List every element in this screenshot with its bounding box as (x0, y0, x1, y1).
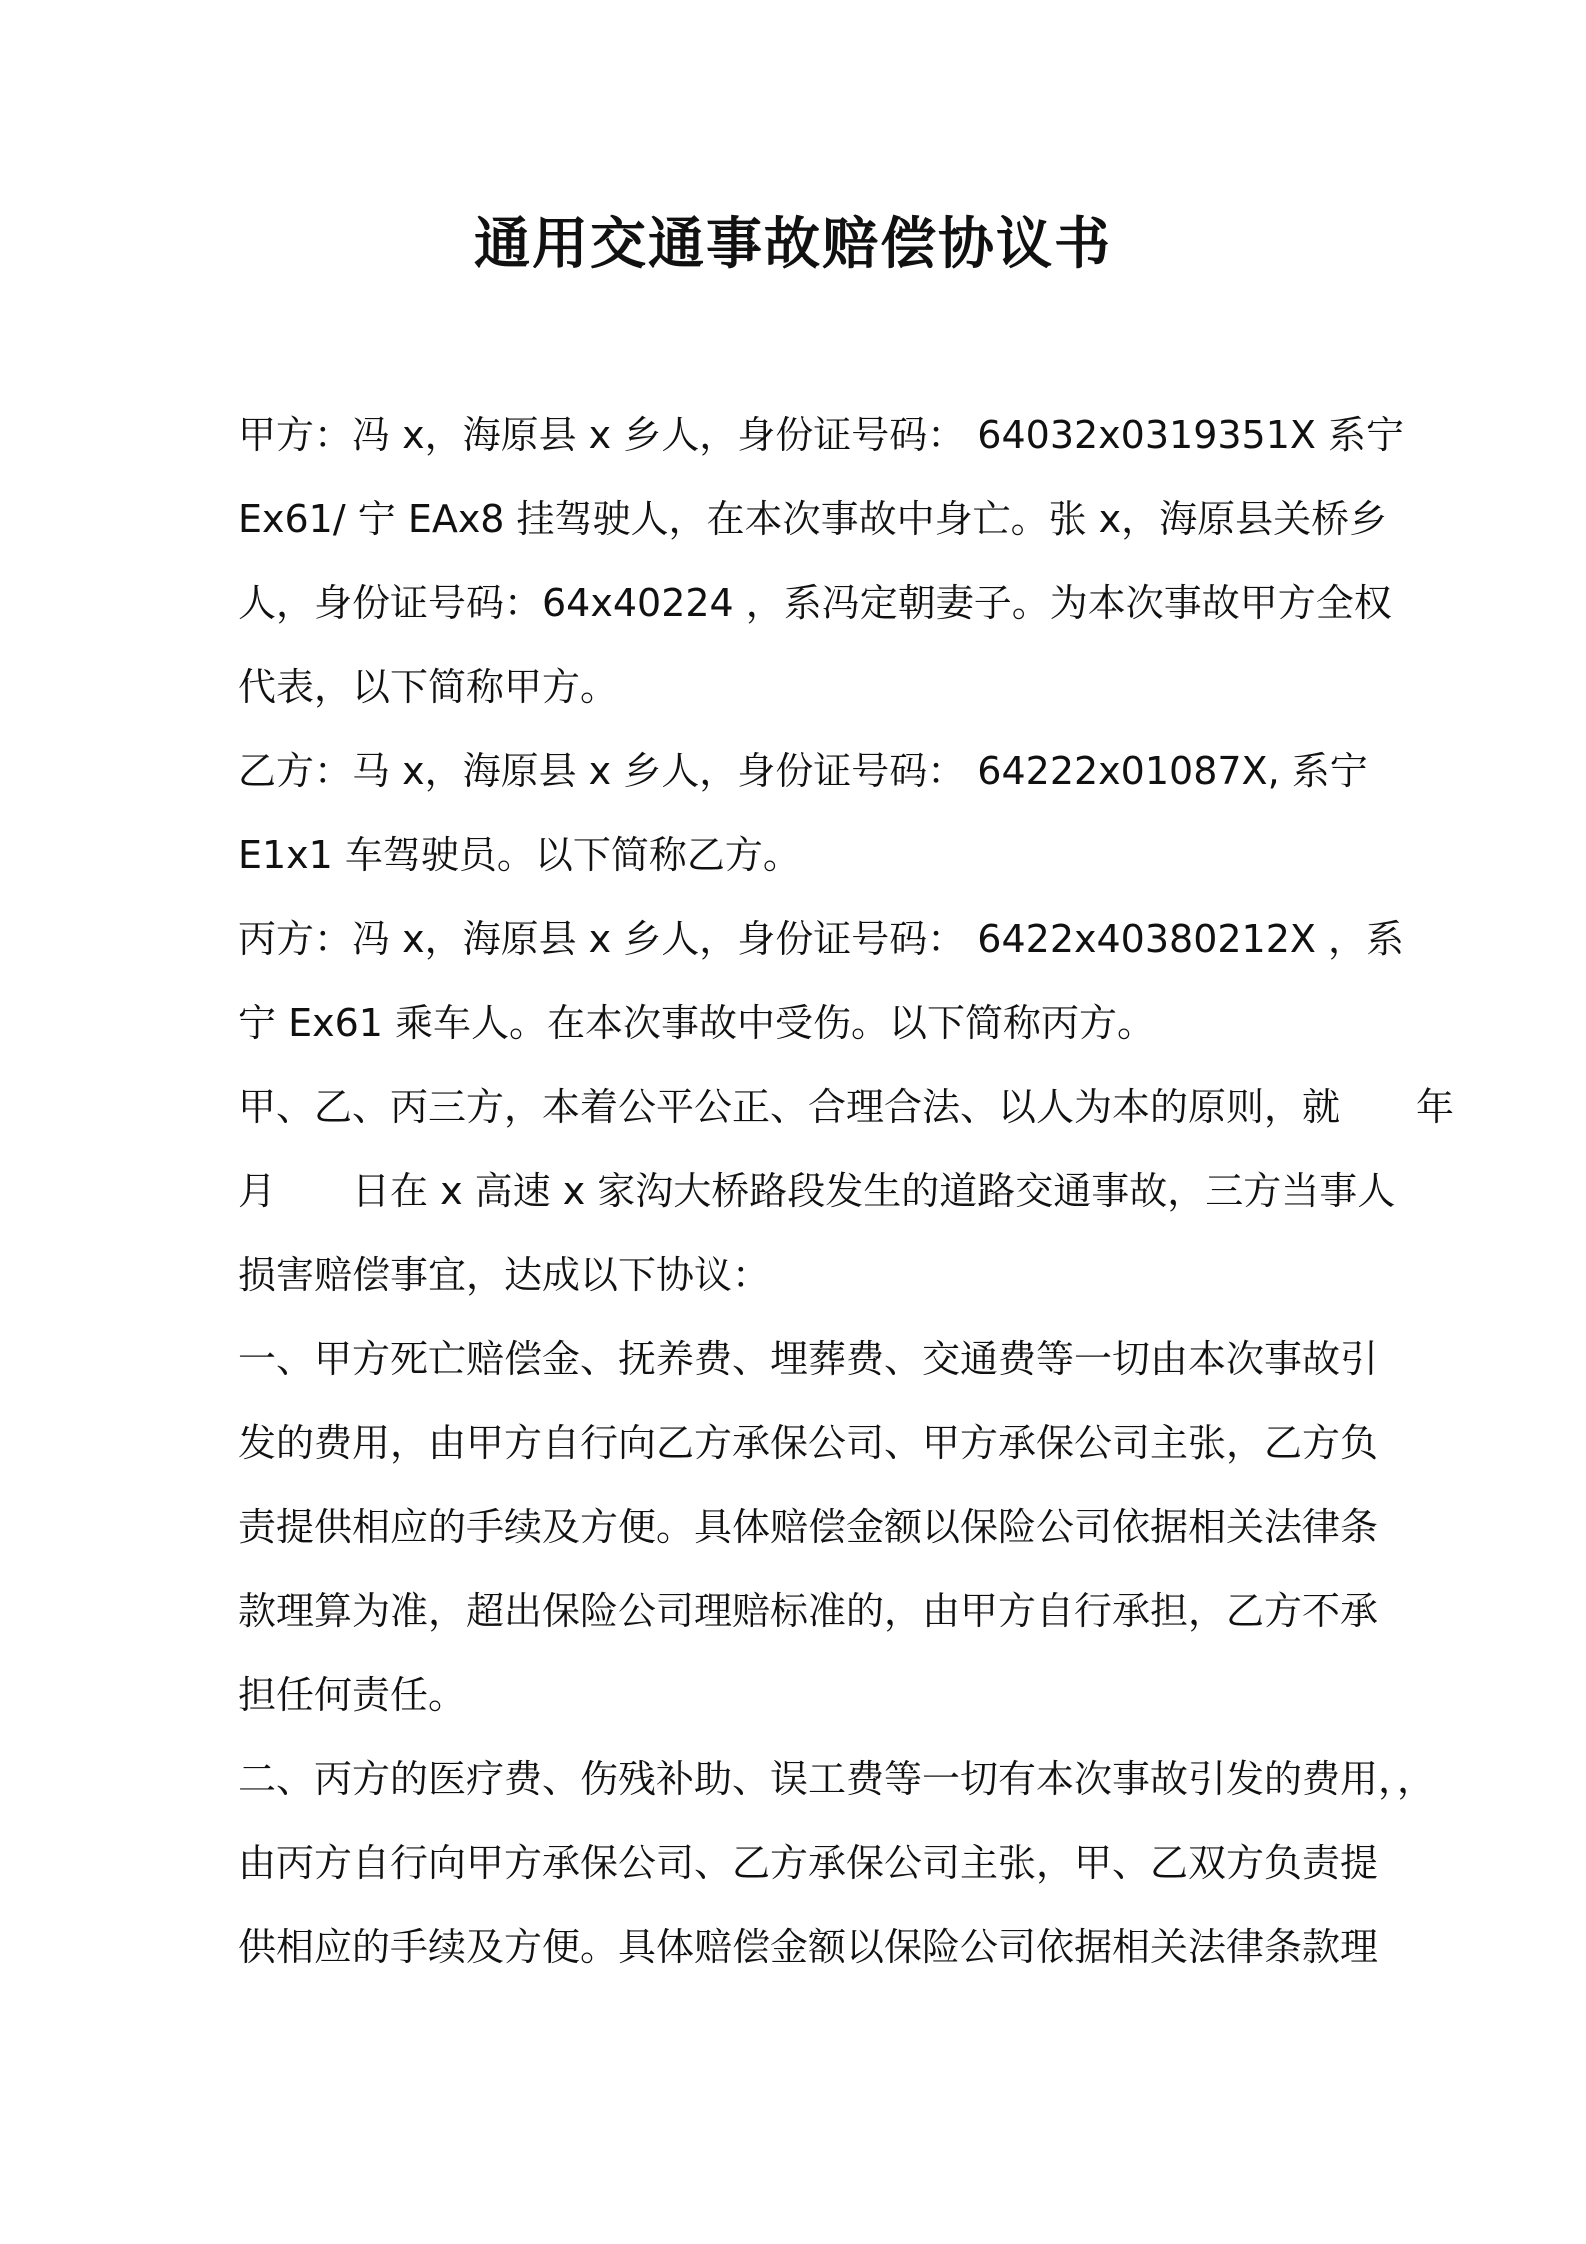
text-line: 责提供相应的手续及方便。具体赔偿金额以保险公司依据相关法律条 (238, 1505, 1379, 1549)
text-line: 二、丙方的医疗费、伤残补助、误工费等一切有本次事故引发的费用，， (238, 1757, 1436, 1801)
text-line: 丙方：冯 x，海原县 x 乡人，身份证号码： 6422x40380212X ，系 (238, 917, 1405, 961)
text-line: 一、甲方死亡赔偿金、抚养费、埋葬费、交通费等一切由本次事故引 (238, 1337, 1379, 1381)
text-line: 代表，以下简称甲方。 (238, 665, 619, 709)
text-line: 宁 Ex61 乘车人。在本次事故中受伤。以下简称丙方。 (238, 1001, 1156, 1045)
text-line: 担任何责任。 (238, 1673, 467, 1717)
text-line: 甲、乙、丙三方，本着公平公正、合理合法、以人为本的原则，就 年 (238, 1085, 1455, 1129)
text-line: E1x1 车驾驶员。以下简称乙方。 (238, 833, 801, 877)
text-line: 供相应的手续及方便。具体赔偿金额以保险公司依据相关法律条款理 (238, 1925, 1379, 1969)
text-line: 月 日在 x 高速 x 家沟大桥路段发生的道路交通事故，三方当事人 (238, 1169, 1396, 1213)
text-line: 损害赔偿事宜，达成以下协议： (238, 1253, 771, 1297)
text-line: Ex61/ 宁 EAx8 挂驾驶人，在本次事故中身亡。张 x，海原县关桥乡 (238, 497, 1388, 541)
document-title: 通用交通事故赔偿协议书 (474, 212, 1112, 277)
text-line: 由丙方自行向甲方承保公司、乙方承保公司主张，甲、乙双方负责提 (238, 1841, 1379, 1885)
text-line: 乙方：马 x，海原县 x 乡人，身份证号码： 64222x01087X, 系宁 (238, 749, 1368, 793)
text-line: 人，身份证号码：64x40224 ，系冯定朝妻子。为本次事故甲方全权 (238, 581, 1392, 625)
text-line: 款理算为准，超出保险公司理赔标准的，由甲方自行承担，乙方不承 (238, 1589, 1379, 1633)
text-line: 甲方：冯 x，海原县 x 乡人，身份证号码： 64032x0319351X 系宁 (238, 413, 1405, 457)
text-line: 发的费用，由甲方自行向乙方承保公司、甲方承保公司主张，乙方负 (238, 1421, 1379, 1465)
